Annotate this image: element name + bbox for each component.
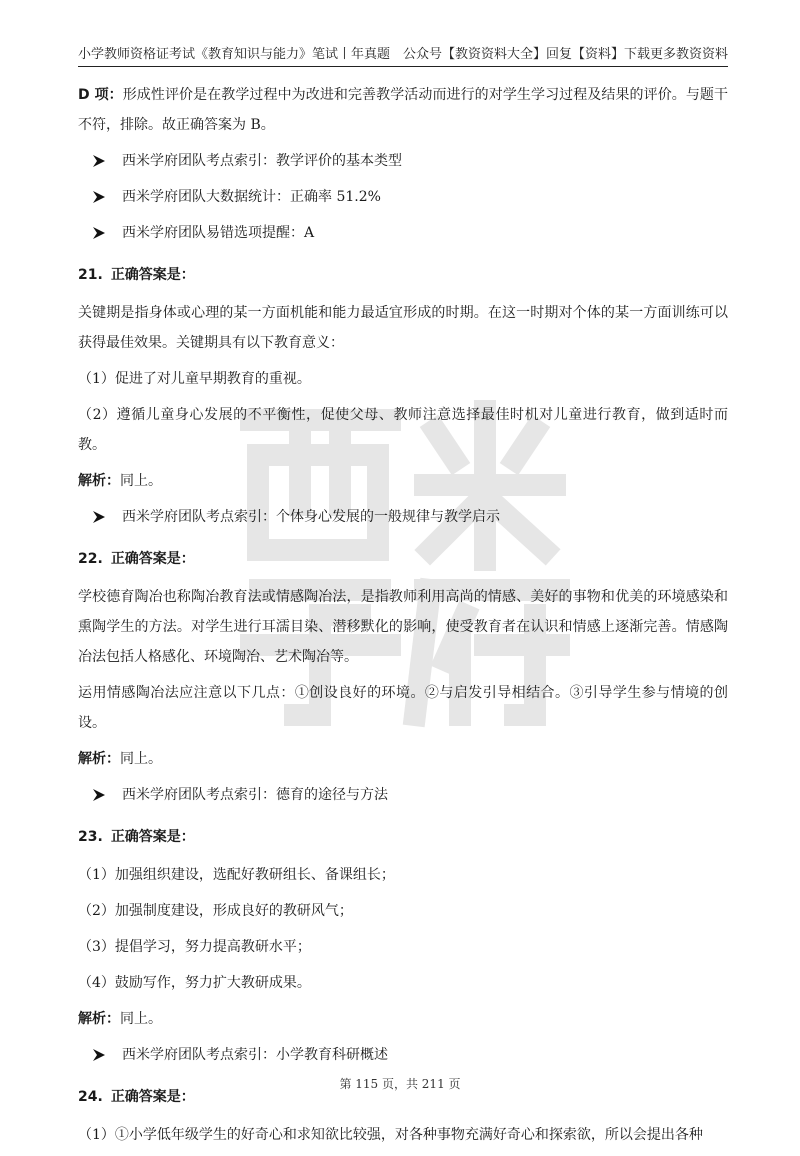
page-header bbox=[78, 40, 728, 67]
question-title: 正确答案是： bbox=[110, 829, 195, 845]
analysis-line bbox=[78, 1004, 728, 1034]
arrow-bullet-icon bbox=[92, 1048, 106, 1062]
analysis-label: 解析： bbox=[78, 751, 120, 767]
option-d-text: 形成性评价是在教学过程中为改进和完善教学活动而进行的对学生学习过程及结果的评价。与题干不符，排除。故正确答案为 B。 bbox=[78, 87, 728, 133]
bullet-text: 西米学府团队大数据统计：正确率 51.2% bbox=[122, 189, 381, 205]
paragraph: 运用情感陶冶法应注意以下几点：①创设良好的环境。②与启发引导相结合。③引导学生参与情境的创设。 bbox=[78, 685, 728, 731]
question-heading bbox=[78, 822, 728, 852]
question-number: 24. bbox=[78, 1089, 103, 1105]
paragraph: （1）①小学低年级学生的好奇心和求知欲比较强，对各种事物充满好奇心和探索欲，所以会提出各种 bbox=[78, 1127, 703, 1143]
option-d-explanation bbox=[78, 80, 728, 140]
bullet-text: 西米学府团队考点索引：德育的途径与方法 bbox=[122, 787, 388, 803]
arrow-bullet-icon bbox=[92, 154, 106, 168]
paragraph: （1）加强组织建设，选配好教研组长、备课组长； bbox=[78, 867, 395, 883]
bullet-item bbox=[78, 780, 728, 810]
bullet-item bbox=[78, 182, 728, 212]
answer-content bbox=[78, 80, 728, 1156]
question-title: 正确答案是： bbox=[110, 267, 195, 283]
bullet-text: 西米学府团队考点索引：个体身心发展的一般规律与教学启示 bbox=[122, 509, 500, 525]
arrow-bullet-icon bbox=[92, 788, 106, 802]
paragraph: （1）促进了对儿童早期教育的重视。 bbox=[78, 371, 311, 387]
option-d-label: D 项： bbox=[78, 87, 123, 103]
bullet-item bbox=[78, 146, 728, 176]
arrow-bullet-icon bbox=[92, 510, 106, 524]
paragraph: （3）提倡学习，努力提高教研水平； bbox=[78, 939, 311, 955]
bullet-item bbox=[78, 1040, 728, 1070]
question-title: 正确答案是： bbox=[110, 551, 195, 567]
question-heading bbox=[78, 544, 728, 574]
header-title: 小学教师资格证考试《教育知识与能力》笔试丨年真题 bbox=[78, 47, 391, 62]
question-number: 23. bbox=[78, 829, 103, 845]
header-promo: 公众号【教资资料大全】回复【资料】下载更多教资资料 bbox=[402, 47, 728, 62]
arrow-bullet-icon bbox=[92, 190, 106, 204]
bullet-text: 西米学府团队考点索引：小学教育科研概述 bbox=[122, 1047, 388, 1063]
analysis-label: 解析： bbox=[78, 1011, 120, 1027]
analysis-text: 同上。 bbox=[120, 751, 162, 767]
paragraph: （4）鼓励写作，努力扩大教研成果。 bbox=[78, 975, 311, 991]
bullet-item bbox=[78, 218, 728, 248]
analysis-line bbox=[78, 466, 728, 496]
page-footer: 第 115 页，共 211 页 bbox=[339, 1077, 461, 1091]
question-number: 21. bbox=[78, 267, 103, 283]
paragraph: （2）遵循儿童身心发展的不平衡性，促使父母、教师注意选择最佳时机对儿童进行教育，做到适时而教。 bbox=[78, 407, 728, 453]
arrow-bullet-icon bbox=[92, 226, 106, 240]
question-title: 正确答案是： bbox=[110, 1089, 195, 1105]
analysis-text: 同上。 bbox=[120, 473, 162, 489]
question-heading bbox=[78, 260, 728, 290]
bullet-text: 西米学府团队考点索引：教学评价的基本类型 bbox=[122, 153, 402, 169]
paragraph: （2）加强制度建设，形成良好的教研风气； bbox=[78, 903, 353, 919]
question-number: 22. bbox=[78, 551, 103, 567]
bullet-item bbox=[78, 502, 728, 532]
bullet-text: 西米学府团队易错选项提醒：A bbox=[122, 225, 315, 241]
analysis-line bbox=[78, 744, 728, 774]
analysis-text: 同上。 bbox=[120, 1011, 162, 1027]
paragraph: 学校德育陶冶也称陶冶教育法或情感陶冶法，是指教师利用高尚的情感、美好的事物和优美的环境感染和熏陶学生的方法。对学生进行耳濡目染、潜移默化的影响，使受教育者在认识和情感上逐渐完善。情感陶冶法包括人格感化、环境陶冶、艺术陶冶等。 bbox=[78, 589, 728, 665]
analysis-label: 解析： bbox=[78, 473, 120, 489]
paragraph: 关键期是指身体或心理的某一方面机能和能力最适宜形成的时期。在这一时期对个体的某一方面训练可以获得最佳效果。关键期具有以下教育意义： bbox=[78, 305, 728, 351]
